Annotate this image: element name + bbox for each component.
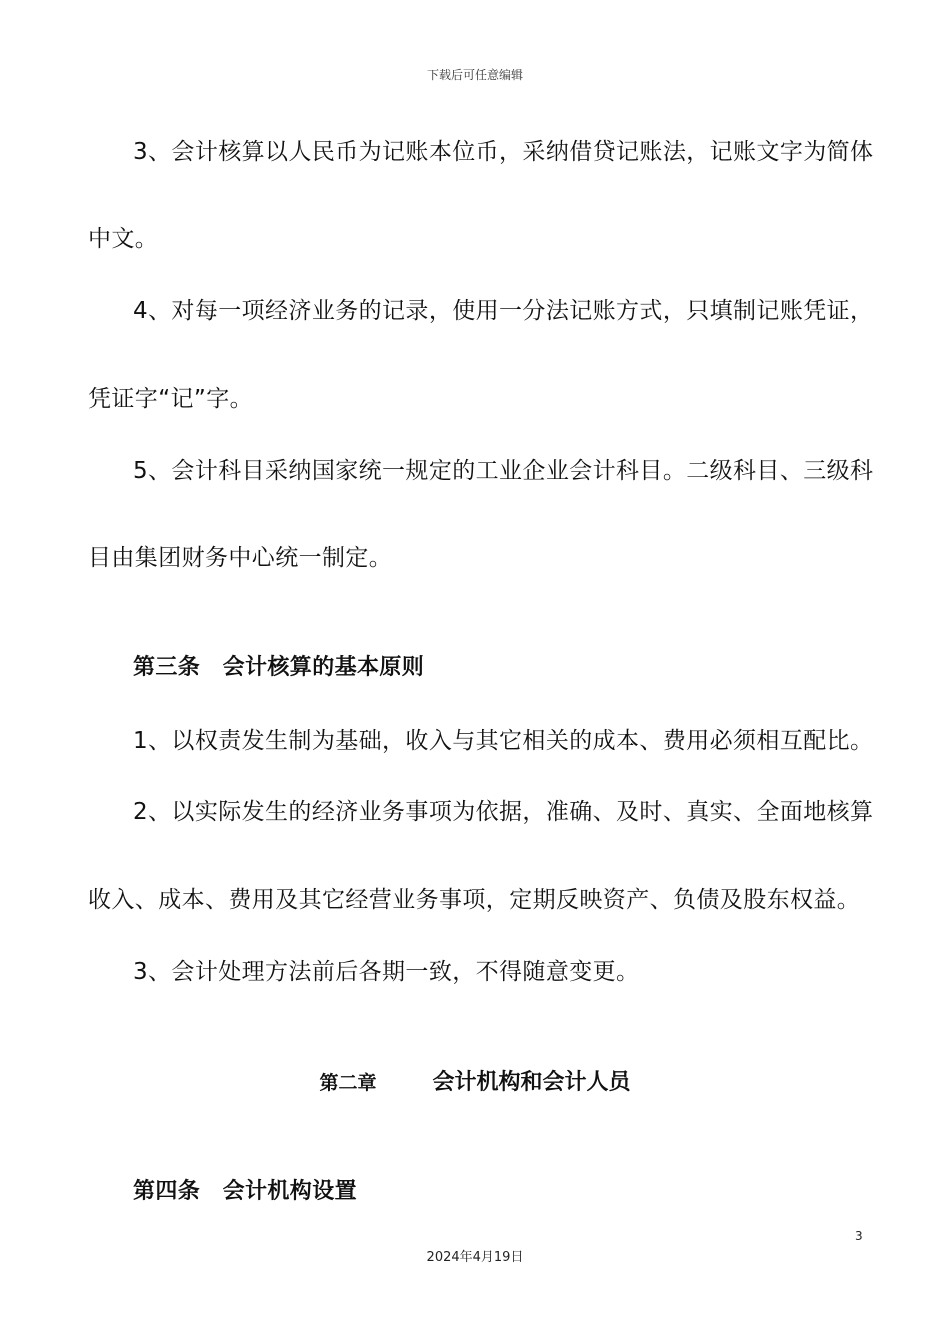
chapter-number: 第二章 [319, 1072, 377, 1094]
article-3-item-2-line-1: 2、以实际发生的经济业务事项为依据，准确、及时、真实、全面地核算 [133, 799, 874, 825]
paragraph-4-line-2: 凭证字“记”字。 [88, 386, 254, 412]
paragraph-3-line-1: 3、会计核算以人民币为记账本位币，采纳借贷记账法，记账文字为简体 [133, 139, 874, 165]
footer-date: 2024年4月19日 [426, 1250, 524, 1265]
article-3-heading: 第三条 会计核算的基本原则 [133, 655, 425, 680]
paragraph-5-line-2: 目由集团财务中心统一制定。 [88, 545, 393, 571]
chapter-heading [0, 1068, 950, 1098]
article-3-item-1: 1、以权责发生制为基础，收入与其它相关的成本、费用必须相互配比。 [133, 728, 874, 754]
paragraph-5-line-1: 5、会计科目采纳国家统一规定的工业企业会计科目。二级科目、三级科 [133, 458, 874, 484]
article-4-heading: 第四条 会计机构设置 [133, 1179, 358, 1204]
chapter-title: 会计机构和会计人员 [432, 1070, 631, 1095]
paragraph-3-line-2: 中文。 [88, 226, 159, 252]
article-3-item-3: 3、会计处理方法前后各期一致，不得随意变更。 [133, 959, 640, 985]
page-number: 3 [855, 1229, 863, 1243]
article-3-item-2-line-2: 收入、成本、费用及其它经营业务事项，定期反映资产、负债及股东权益。 [88, 887, 861, 913]
page-header: 下载后可任意编辑 [426, 68, 523, 82]
paragraph-4-line-1: 4、对每一项经济业务的记录，使用一分法记账方式，只填制记账凭证， [133, 298, 874, 324]
